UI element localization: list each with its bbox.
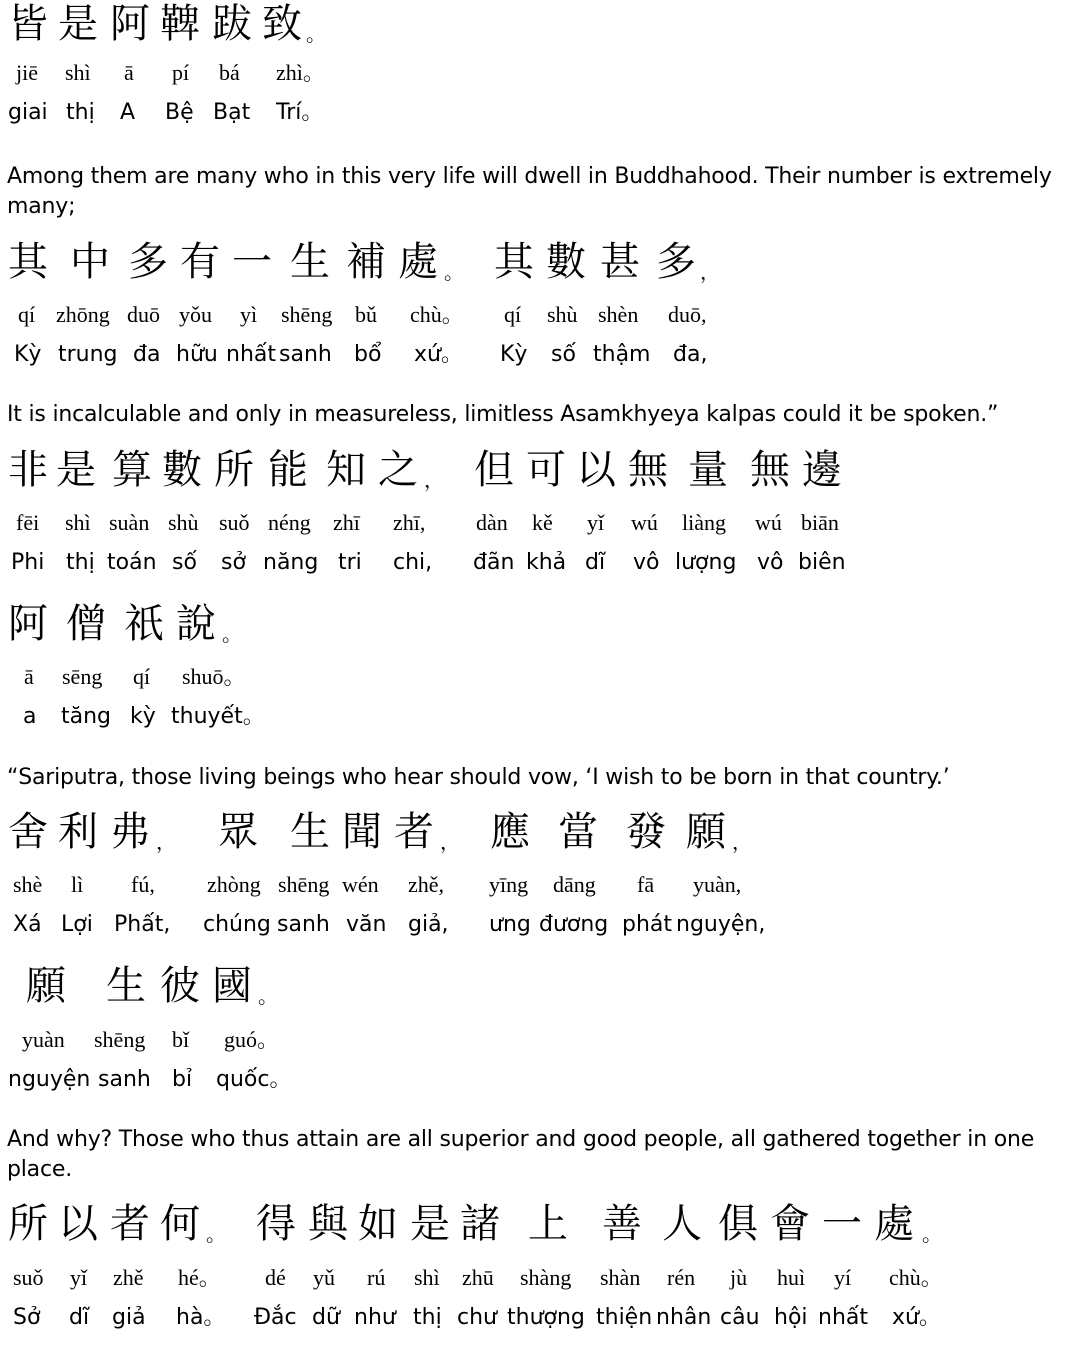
pinyin-syllable: zhū xyxy=(462,1265,494,1290)
chinese-char: 聞 xyxy=(342,809,382,855)
vietnamese-syllable: sanh xyxy=(277,912,330,937)
chinese-char: 鞞 xyxy=(160,1,200,47)
chinese-punctuation: 。 xyxy=(206,1222,226,1246)
pinyin-syllable: zhì。 xyxy=(276,60,325,85)
chinese-punctuation: 。 xyxy=(444,260,464,284)
chinese-char: 弗 xyxy=(110,809,150,855)
vietnamese-syllable: toán xyxy=(107,550,157,575)
vietnamese-syllable: Phi xyxy=(11,550,45,575)
vietnamese-syllable: nhất xyxy=(818,1305,868,1330)
vietnamese-syllable: A xyxy=(120,100,136,125)
english-translation: And why? Those who thus attain are all superior and good people, all gathered together in one place. xyxy=(7,1127,1035,1182)
pinyin-syllable: yuàn xyxy=(22,1027,65,1052)
vietnamese-line xyxy=(0,702,1078,750)
chinese-char: 致 xyxy=(262,1,302,47)
chinese-char: 算 xyxy=(112,447,152,493)
chinese-char: 發 xyxy=(626,809,666,855)
chinese-line xyxy=(0,446,1078,494)
pinyin-syllable: shì xyxy=(65,60,91,85)
vietnamese-line xyxy=(0,1303,1078,1351)
chinese-char: 善 xyxy=(602,1201,642,1247)
vietnamese-syllable: văn xyxy=(346,912,387,937)
chinese-char: 補 xyxy=(346,239,386,285)
pinyin-syllable: duō, xyxy=(668,302,707,327)
pinyin-syllable: shēng xyxy=(281,302,333,327)
vietnamese-syllable: Lợi xyxy=(61,912,93,937)
chinese-char: 俱 xyxy=(718,1201,758,1247)
vietnamese-syllable: Sở xyxy=(13,1305,41,1330)
chinese-char: 邊 xyxy=(802,447,842,493)
pinyin-syllable: zhōng xyxy=(56,302,110,327)
chinese-char: 中 xyxy=(70,239,110,285)
chinese-char: 所 xyxy=(214,447,254,493)
pinyin-syllable: shàn xyxy=(600,1265,641,1290)
pinyin-syllable: chù。 xyxy=(410,302,464,327)
chinese-line xyxy=(0,238,1078,286)
pinyin-syllable: yīng xyxy=(489,872,529,897)
chinese-char: 願 xyxy=(26,963,66,1009)
vietnamese-syllable: trung xyxy=(58,342,118,367)
pinyin-syllable: zhě xyxy=(113,1265,144,1290)
chinese-char: 處 xyxy=(874,1201,914,1247)
chinese-line xyxy=(0,1200,1078,1248)
vietnamese-syllable: thậm xyxy=(593,342,651,367)
vietnamese-syllable: giai xyxy=(8,100,48,125)
pinyin-syllable: duō xyxy=(127,302,160,327)
chinese-char: 一 xyxy=(232,239,272,285)
chinese-char: 之 xyxy=(378,447,418,493)
chinese-punctuation: ， xyxy=(440,830,460,854)
chinese-punctuation: 。 xyxy=(222,622,242,646)
vietnamese-syllable: nguyện, xyxy=(676,912,766,937)
vietnamese-line xyxy=(0,340,1078,388)
chinese-char: 一 xyxy=(822,1201,862,1247)
pinyin-syllable: yǔ xyxy=(313,1265,335,1290)
pinyin-syllable: shàng xyxy=(520,1265,572,1290)
english-translation: It is incalculable and only in measureless, limitless Asamkhyeya kalpas could it be spoken.” xyxy=(7,402,999,427)
vietnamese-syllable: dĩ xyxy=(585,550,606,575)
chinese-char: 其 xyxy=(8,239,48,285)
vietnamese-syllable: sanh xyxy=(279,342,332,367)
vietnamese-syllable: phát xyxy=(622,912,673,937)
pinyin-syllable: yuàn, xyxy=(693,872,742,897)
vietnamese-syllable: Xá xyxy=(13,912,42,937)
pinyin-syllable: wú xyxy=(631,510,658,535)
pinyin-syllable: shù xyxy=(168,510,199,535)
pinyin-syllable: suǒ xyxy=(219,510,250,535)
vietnamese-syllable: hà。 xyxy=(176,1305,226,1330)
chinese-line xyxy=(0,808,1078,856)
vietnamese-syllable: nguyện xyxy=(8,1067,91,1092)
pinyin-syllable: qí xyxy=(133,664,151,689)
chinese-char: 是 xyxy=(58,1,98,47)
chinese-char: 當 xyxy=(558,809,598,855)
vietnamese-syllable: tăng xyxy=(61,704,112,729)
pinyin-syllable: huì xyxy=(777,1265,806,1290)
vietnamese-syllable: đa xyxy=(133,342,161,367)
vietnamese-syllable: năng xyxy=(263,550,319,575)
pinyin-syllable: fēi xyxy=(16,510,40,535)
chinese-punctuation: ， xyxy=(700,260,720,284)
chinese-char: 是 xyxy=(410,1201,450,1247)
vietnamese-syllable: chúng xyxy=(203,912,271,937)
pinyin-syllable: shēng xyxy=(94,1027,146,1052)
pinyin-syllable: dāng xyxy=(553,872,596,897)
chinese-char: 無 xyxy=(750,447,790,493)
pinyin-syllable: shè xyxy=(13,872,43,897)
vietnamese-syllable: Kỳ xyxy=(14,342,42,367)
chinese-char: 阿 xyxy=(8,601,48,647)
chinese-char: 非 xyxy=(8,447,48,493)
pinyin-syllable: zhòng xyxy=(207,872,261,897)
vietnamese-syllable: xứ。 xyxy=(892,1305,941,1330)
vietnamese-syllable: thượng xyxy=(507,1305,585,1330)
vietnamese-syllable: chư xyxy=(457,1305,497,1330)
chinese-char: 多 xyxy=(656,239,696,285)
pinyin-syllable: fú, xyxy=(131,872,155,897)
pinyin-syllable: néng xyxy=(268,510,311,535)
chinese-char: 生 xyxy=(290,239,330,285)
vietnamese-line xyxy=(0,98,1078,146)
chinese-line xyxy=(0,600,1078,648)
pinyin-syllable: wén xyxy=(342,872,379,897)
chinese-char: 利 xyxy=(58,809,98,855)
chinese-char: 多 xyxy=(128,239,168,285)
chinese-line xyxy=(0,0,1078,48)
vietnamese-syllable: tri xyxy=(338,550,362,575)
chinese-punctuation: ， xyxy=(156,830,176,854)
vietnamese-syllable: vô xyxy=(633,550,660,575)
vietnamese-syllable: nhất xyxy=(226,342,276,367)
pinyin-syllable: shuō。 xyxy=(182,664,246,689)
vietnamese-syllable: đãn xyxy=(473,550,515,575)
vietnamese-syllable: Kỳ xyxy=(500,342,528,367)
chinese-char: 皆 xyxy=(8,1,48,47)
chinese-char: 甚 xyxy=(600,239,640,285)
chinese-char: 祇 xyxy=(124,601,164,647)
vietnamese-syllable: giả, xyxy=(408,912,449,937)
chinese-punctuation: ， xyxy=(424,468,444,492)
pinyin-syllable: qí xyxy=(504,302,522,327)
pinyin-syllable: biān xyxy=(801,510,839,535)
vietnamese-syllable: sở xyxy=(221,550,246,575)
chinese-char: 數 xyxy=(162,447,202,493)
vietnamese-syllable: giả xyxy=(112,1305,146,1330)
vietnamese-syllable: số xyxy=(551,342,576,367)
chinese-char: 眾 xyxy=(218,809,258,855)
vietnamese-syllable: thuyết。 xyxy=(171,704,265,729)
chinese-char: 以 xyxy=(58,1201,98,1247)
vietnamese-syllable: nhân xyxy=(656,1305,712,1330)
vietnamese-syllable: bỉ xyxy=(172,1067,193,1092)
chinese-char: 願 xyxy=(686,809,726,855)
pinyin-syllable: bá xyxy=(219,60,240,85)
chinese-char: 如 xyxy=(358,1201,398,1247)
chinese-char: 者 xyxy=(394,809,434,855)
chinese-char: 應 xyxy=(490,809,530,855)
vietnamese-syllable: xứ。 xyxy=(414,342,463,367)
vietnamese-syllable: hữu xyxy=(176,342,218,367)
chinese-char: 何 xyxy=(160,1201,200,1247)
vietnamese-syllable: dĩ xyxy=(69,1305,90,1330)
chinese-char: 知 xyxy=(326,447,366,493)
chinese-char: 舍 xyxy=(8,809,48,855)
chinese-punctuation: 。 xyxy=(306,22,326,46)
chinese-char: 處 xyxy=(398,239,438,285)
chinese-char: 有 xyxy=(180,239,220,285)
chinese-punctuation: 。 xyxy=(922,1222,942,1246)
chinese-char: 可 xyxy=(526,447,566,493)
pinyin-syllable: lì xyxy=(71,872,84,897)
pinyin-syllable: suàn xyxy=(109,510,150,535)
pinyin-syllable: jiē xyxy=(16,60,38,85)
vietnamese-syllable: đa, xyxy=(673,342,708,367)
vietnamese-syllable: số xyxy=(172,550,197,575)
chinese-char: 所 xyxy=(8,1201,48,1247)
vietnamese-syllable: như xyxy=(354,1305,396,1330)
chinese-char: 無 xyxy=(628,447,668,493)
pinyin-syllable: rén xyxy=(667,1265,696,1290)
pinyin-syllable: ā xyxy=(24,664,34,689)
chinese-char: 會 xyxy=(770,1201,810,1247)
pinyin-syllable: yǐ xyxy=(70,1265,88,1290)
pinyin-syllable: guó。 xyxy=(224,1027,280,1052)
vietnamese-syllable: Bệ xyxy=(165,100,194,125)
pinyin-syllable: hé。 xyxy=(178,1265,221,1290)
vietnamese-syllable: Bạt xyxy=(213,100,251,125)
vietnamese-syllable: khả xyxy=(526,550,567,575)
pinyin-syllable: jù xyxy=(730,1265,748,1290)
pinyin-syllable: sēng xyxy=(62,664,103,689)
pinyin-syllable: shèn xyxy=(598,302,639,327)
chinese-char: 彼 xyxy=(160,963,200,1009)
english-translation: Among them are many who in this very life will dwell in Buddhahood. Their number is extremely many; xyxy=(7,164,1052,219)
vietnamese-syllable: câu xyxy=(720,1305,760,1330)
chinese-char: 能 xyxy=(268,447,308,493)
vietnamese-syllable: thị xyxy=(413,1305,442,1330)
pinyin-syllable: shì xyxy=(414,1265,440,1290)
vietnamese-syllable: a xyxy=(23,704,37,729)
vietnamese-syllable: Trí。 xyxy=(276,100,324,125)
chinese-char: 僧 xyxy=(66,601,106,647)
vietnamese-syllable: vô xyxy=(757,550,784,575)
pinyin-syllable: rú xyxy=(367,1265,386,1290)
vietnamese-line xyxy=(0,910,1078,958)
vietnamese-syllable: thị xyxy=(66,550,95,575)
chinese-char: 數 xyxy=(546,239,586,285)
vietnamese-syllable: bổ xyxy=(354,342,382,367)
chinese-punctuation: 。 xyxy=(258,984,278,1008)
vietnamese-syllable: sanh xyxy=(98,1067,151,1092)
vietnamese-syllable: dữ xyxy=(312,1305,340,1330)
vietnamese-syllable: hội xyxy=(774,1305,808,1330)
chinese-char: 但 xyxy=(474,447,514,493)
pinyin-syllable: yì xyxy=(240,302,258,327)
vietnamese-syllable: lượng xyxy=(675,550,737,575)
chinese-char: 阿 xyxy=(110,1,150,47)
pinyin-syllable: liàng xyxy=(682,510,726,535)
vietnamese-syllable: đương xyxy=(539,912,609,937)
pinyin-syllable: fā xyxy=(637,872,655,897)
chinese-char: 人 xyxy=(662,1201,702,1247)
pinyin-syllable: zhě, xyxy=(408,872,445,897)
vietnamese-syllable: quốc。 xyxy=(216,1067,292,1092)
vietnamese-syllable: thị xyxy=(66,100,95,125)
pinyin-syllable: kě xyxy=(532,510,553,535)
chinese-char: 其 xyxy=(494,239,534,285)
vietnamese-syllable: Đắc xyxy=(254,1305,297,1330)
vietnamese-syllable: chi, xyxy=(393,550,433,575)
pinyin-syllable: shēng xyxy=(278,872,330,897)
pinyin-syllable: bǔ xyxy=(355,302,377,327)
chinese-char: 諸 xyxy=(460,1201,500,1247)
pinyin-syllable: shù xyxy=(547,302,578,327)
pinyin-syllable: chù。 xyxy=(889,1265,943,1290)
chinese-line xyxy=(0,962,1078,1010)
pinyin-syllable: qí xyxy=(18,302,36,327)
pinyin-syllable: zhī xyxy=(333,510,360,535)
pinyin-syllable: yǐ xyxy=(587,510,605,535)
pinyin-syllable: shì xyxy=(65,510,91,535)
pinyin-syllable: ā xyxy=(124,60,134,85)
pinyin-syllable: pí xyxy=(172,60,190,85)
chinese-char: 量 xyxy=(688,447,728,493)
pinyin-syllable: yí xyxy=(834,1265,852,1290)
pinyin-syllable: zhī, xyxy=(393,510,426,535)
pinyin-syllable: bǐ xyxy=(172,1027,190,1052)
chinese-char: 上 xyxy=(528,1201,568,1247)
chinese-char: 生 xyxy=(106,963,146,1009)
pinyin-syllable: dàn xyxy=(476,510,508,535)
pinyin-syllable: yǒu xyxy=(179,302,212,327)
vietnamese-line xyxy=(0,1065,1078,1113)
chinese-char: 生 xyxy=(290,809,330,855)
chinese-char: 得 xyxy=(256,1201,296,1247)
chinese-char: 者 xyxy=(110,1201,150,1247)
chinese-char: 跋 xyxy=(212,1,252,47)
vietnamese-syllable: biên xyxy=(798,550,846,575)
pinyin-syllable: suǒ xyxy=(13,1265,44,1290)
vietnamese-syllable: thiện xyxy=(596,1305,653,1330)
chinese-char: 與 xyxy=(308,1201,348,1247)
chinese-char: 以 xyxy=(576,447,616,493)
pinyin-syllable: wú xyxy=(755,510,782,535)
vietnamese-syllable: Phất, xyxy=(114,912,171,937)
vietnamese-line xyxy=(0,548,1078,596)
pinyin-syllable: dé xyxy=(265,1265,286,1290)
chinese-char: 國 xyxy=(212,963,252,1009)
english-translation: “Sariputra, those living beings who hear should vow, ‘I wish to be born in that country.’ xyxy=(7,765,950,790)
chinese-char: 是 xyxy=(56,447,96,493)
vietnamese-syllable: ưng xyxy=(489,912,531,937)
chinese-char: 說 xyxy=(176,601,216,647)
chinese-punctuation: ， xyxy=(732,830,752,854)
vietnamese-syllable: kỳ xyxy=(130,704,156,729)
